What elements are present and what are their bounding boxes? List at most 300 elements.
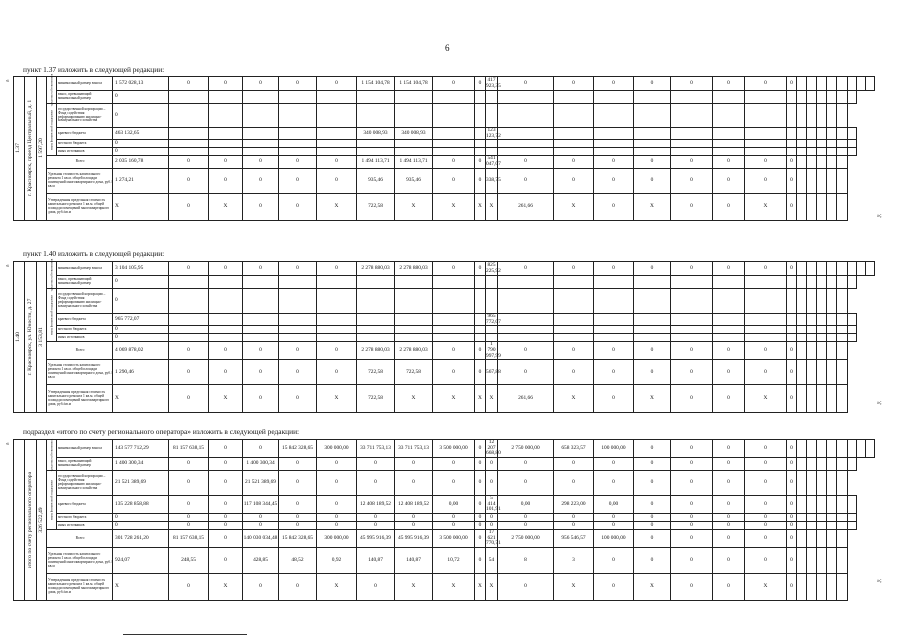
value-cell: [475, 148, 486, 156]
value-cell: 0: [554, 168, 594, 193]
value-cell: 0: [594, 471, 634, 496]
value-cell: [486, 140, 498, 148]
support-group-label: меры финансовой поддержки: [48, 109, 53, 150]
spacer-cell: [817, 91, 827, 104]
value-cell: [486, 91, 498, 104]
value-cell: [433, 104, 475, 128]
value-cell: 935,46: [395, 168, 433, 193]
spacer-cell: [817, 471, 827, 496]
value-cell: [279, 140, 317, 148]
spacer-cell: [797, 458, 807, 471]
spacer-cell: [837, 77, 848, 91]
spacer-cell: [827, 522, 837, 530]
spacer-cell: [848, 514, 857, 522]
value-cell: 0: [787, 385, 797, 413]
spacer-cell: [848, 128, 857, 140]
value-cell: 0: [787, 458, 797, 471]
value-cell: 0: [745, 458, 787, 471]
value-cell: [745, 289, 787, 314]
value-cell: X: [433, 385, 475, 413]
spacer-cell: [827, 334, 837, 342]
value-cell: 0: [713, 342, 745, 360]
spacer-cell: [807, 471, 817, 496]
value-cell: 0: [317, 522, 357, 530]
spacer-cell: [797, 514, 807, 522]
spacer-cell: [817, 440, 827, 458]
value-cell: [209, 326, 243, 334]
value-cell: [486, 326, 498, 334]
value-cell: X: [395, 385, 433, 413]
value-cell: 0: [243, 156, 279, 168]
value-cell: 48,52: [279, 548, 317, 574]
row-label: государственной корпорации – Фонд содействия реформированию жилищно-коммунального хозяйства: [57, 471, 113, 496]
row-label: местного бюджета: [57, 140, 113, 148]
value-cell: 3 500 000,00: [433, 440, 475, 458]
value-cell: [169, 148, 209, 156]
value-cell: [745, 334, 787, 342]
value-cell: 956 546,57: [554, 530, 594, 548]
spacer-cell: [827, 514, 837, 522]
row-label: минимальный размер взноса: [57, 440, 113, 458]
value-cell: 0: [713, 262, 745, 276]
value-cell: X: [486, 385, 498, 413]
row-label: государственной корпорации – Фонд содействия реформированию жилищно-коммунального хозяйства: [57, 104, 113, 128]
value-cell: [317, 314, 357, 326]
owners-group-cell: [47, 258, 57, 292]
page-number: 6: [445, 43, 450, 53]
spacer-cell: [817, 140, 827, 148]
value-cell: X: [745, 574, 787, 601]
value-cell: [787, 148, 797, 156]
row-label: взнос, превышающий минимальный размер: [57, 91, 113, 104]
value-cell: 0: [243, 77, 279, 91]
value-cell: [634, 91, 671, 104]
value-cell: 722,58: [357, 193, 395, 220]
value-cell: [671, 104, 713, 128]
value-cell: [395, 334, 433, 342]
spacer-cell: [827, 574, 837, 601]
spacer-cell: [807, 148, 817, 156]
value-cell: 340 008,93: [395, 128, 433, 140]
value-cell: 0: [498, 574, 554, 601]
value-cell: 0: [745, 168, 787, 193]
item-number: 1.40: [15, 332, 22, 343]
owners-group-label: средства собственников: [48, 258, 53, 292]
spacer-cell: [837, 104, 848, 128]
value-cell: 0: [169, 574, 209, 601]
value-cell: 0: [594, 458, 634, 471]
value-cell: 0: [209, 342, 243, 360]
table-row: [14, 156, 875, 168]
spacer-cell: [837, 276, 848, 289]
value-cell: [634, 334, 671, 342]
spacer-cell: [848, 496, 857, 514]
value-cell: 0: [169, 342, 209, 360]
spacer-cell: [807, 276, 817, 289]
value-cell: X: [395, 193, 433, 220]
value-cell: [209, 128, 243, 140]
row-label: Всего: [47, 156, 113, 168]
value-cell: X: [113, 574, 169, 601]
value-cell: 0: [713, 496, 745, 514]
spacer-cell: [827, 104, 837, 128]
value-cell: 0: [243, 514, 279, 522]
value-cell: [209, 289, 243, 314]
item-number-cell: [14, 262, 25, 413]
support-group-cell: [47, 289, 57, 342]
open-quote: «: [6, 441, 9, 447]
value-cell: [357, 140, 395, 148]
value-cell: 0: [169, 360, 209, 385]
row-label: иных источников: [57, 334, 113, 342]
value-cell: 140 030 034,48: [243, 530, 279, 548]
value-cell: 0: [554, 262, 594, 276]
table-row: [14, 440, 875, 458]
value-cell: 0: [671, 77, 713, 91]
value-cell: [634, 276, 671, 289]
value-cell: [634, 314, 671, 326]
value-cell: 0: [498, 156, 554, 168]
value-cell: [395, 314, 433, 326]
value-cell: [594, 326, 634, 334]
value-cell: 0: [787, 530, 797, 548]
value-cell: 0: [475, 548, 486, 574]
value-cell: 0: [433, 458, 475, 471]
spacer-cell: [797, 440, 807, 458]
value-cell: [671, 276, 713, 289]
value-cell: [713, 91, 745, 104]
value-cell: 0: [357, 458, 395, 471]
row-label: местного бюджета: [57, 514, 113, 522]
value-cell: 0: [113, 140, 169, 148]
value-cell: 0: [671, 360, 713, 385]
support-group-label: меры финансовой поддержки: [48, 479, 53, 521]
value-cell: [433, 148, 475, 156]
value-cell: 0: [279, 522, 317, 530]
table-row: [14, 104, 875, 128]
row-label: взнос, превышающий минимальный размер: [57, 276, 113, 289]
spacer-cell: [817, 574, 827, 601]
value-cell: [713, 148, 745, 156]
spacer-cell: [797, 360, 807, 385]
value-cell: 2 278 880,03: [395, 342, 433, 360]
spacer-cell: [837, 530, 848, 548]
spacer-cell: [848, 314, 857, 326]
value-cell: 1 572 028,13: [113, 77, 169, 91]
value-cell: 0: [594, 522, 634, 530]
value-cell: 0: [279, 496, 317, 514]
value-cell: X: [317, 574, 357, 601]
value-cell: 15 842 328,65: [279, 530, 317, 548]
value-cell: 0: [243, 522, 279, 530]
value-cell: 0: [279, 360, 317, 385]
table-row: [14, 458, 875, 471]
row-label: Удельная стоимость капитального ремонта 1 кв.м. общей площади помещений многоквартирного дома, руб./кв.м: [47, 168, 113, 193]
value-cell: [475, 289, 486, 314]
value-cell: 0: [787, 514, 797, 522]
value-cell: 0: [279, 385, 317, 413]
value-cell: [498, 148, 554, 156]
value-cell: 0: [169, 77, 209, 91]
table-row: [14, 91, 875, 104]
spacer-cell: [797, 128, 807, 140]
value-cell: [787, 91, 797, 104]
value-cell: [594, 334, 634, 342]
value-cell: 0: [634, 458, 671, 471]
value-cell: [279, 276, 317, 289]
value-cell: [279, 148, 317, 156]
spacer-cell: [837, 496, 848, 514]
spacer-cell: [817, 548, 827, 574]
value-cell: 0: [634, 360, 671, 385]
value-cell: 0: [169, 385, 209, 413]
value-cell: [594, 289, 634, 314]
value-cell: [671, 289, 713, 314]
spacer-cell: [857, 440, 866, 458]
value-cell: 0: [634, 262, 671, 276]
value-cell: 0: [113, 276, 169, 289]
value-cell: 3 104 105,95: [113, 262, 169, 276]
value-cell: 0: [279, 458, 317, 471]
value-cell: 0: [554, 342, 594, 360]
value-cell: [209, 334, 243, 342]
table-row: [14, 471, 875, 496]
area-value: 326 522,49: [37, 507, 44, 533]
spacer-cell: [837, 168, 848, 193]
spacer-cell: [827, 458, 837, 471]
value-cell: [745, 148, 787, 156]
value-cell: 0: [279, 262, 317, 276]
value-cell: [243, 104, 279, 128]
value-cell: 0: [475, 471, 486, 496]
value-cell: 0: [498, 77, 554, 91]
spacer-cell: [857, 262, 866, 276]
value-cell: 0: [433, 471, 475, 496]
value-cell: 0: [671, 440, 713, 458]
value-cell: X: [475, 385, 486, 413]
value-cell: 1 400 300,34: [113, 458, 169, 471]
value-cell: 0: [433, 514, 475, 522]
value-cell: 825 225,92: [486, 261, 501, 274]
section-heading: пункт 1.37 изложить в следующей редакции:: [23, 65, 165, 74]
value-cell: 0: [475, 360, 486, 385]
value-cell: 0: [357, 471, 395, 496]
spacer-cell: [797, 548, 807, 574]
value-cell: [634, 128, 671, 140]
spacer-cell: [817, 262, 827, 276]
area-value-cell: [37, 262, 47, 413]
value-cell: 0: [634, 342, 671, 360]
spacer-cell: [797, 342, 807, 360]
value-cell: [713, 276, 745, 289]
value-cell: 0: [317, 514, 357, 522]
value-cell: 0: [169, 458, 209, 471]
value-cell: 0: [209, 458, 243, 471]
table-row: [14, 342, 875, 360]
value-cell: [243, 128, 279, 140]
value-cell: 2 278 880,03: [357, 342, 395, 360]
value-cell: 541 047,07: [486, 155, 501, 168]
value-cell: [475, 91, 486, 104]
value-cell: 0: [209, 548, 243, 574]
repair-table-block: [13, 73, 875, 221]
value-cell: 0: [475, 77, 486, 91]
spacer-cell: [837, 91, 848, 104]
spacer-cell: [797, 104, 807, 128]
value-cell: [395, 326, 433, 334]
value-cell: [243, 334, 279, 342]
value-cell: [279, 334, 317, 342]
support-group-cell: [47, 471, 57, 530]
value-cell: 0: [671, 496, 713, 514]
value-cell: 0: [713, 77, 745, 91]
value-cell: 45 995 916,39: [357, 530, 395, 548]
table-row: [14, 514, 875, 522]
table-row: [14, 360, 875, 385]
value-cell: [671, 91, 713, 104]
value-cell: 0: [554, 522, 594, 530]
spacer-cell: [807, 262, 817, 276]
value-cell: 0: [787, 77, 797, 91]
value-cell: 0: [279, 168, 317, 193]
value-cell: [317, 334, 357, 342]
spacer-cell: [807, 385, 817, 413]
value-cell: X: [395, 574, 433, 601]
value-cell: 0: [357, 522, 395, 530]
value-cell: [395, 104, 433, 128]
close-quote: »;: [877, 213, 882, 219]
value-cell: 123 123,72: [486, 127, 501, 139]
table-row: [14, 574, 875, 601]
value-cell: [317, 276, 357, 289]
table-row: [14, 140, 875, 148]
spacer-cell: [797, 156, 807, 168]
value-cell: X: [317, 385, 357, 413]
value-cell: [433, 289, 475, 314]
table-row: [14, 334, 875, 342]
value-cell: [745, 104, 787, 128]
value-cell: 338,75: [486, 168, 498, 193]
value-cell: 0: [475, 262, 486, 276]
table-row: [14, 385, 875, 413]
value-cell: 0: [554, 156, 594, 168]
value-cell: [554, 91, 594, 104]
value-cell: 0: [113, 514, 169, 522]
value-cell: 0: [169, 496, 209, 514]
row-label: местного бюджета: [57, 326, 113, 334]
spacer-cell: [827, 148, 837, 156]
value-cell: [209, 314, 243, 326]
value-cell: 935,46: [357, 168, 395, 193]
spacer-cell: [827, 289, 837, 314]
spacer-cell: [807, 440, 817, 458]
value-cell: [594, 140, 634, 148]
spacer-cell: [817, 104, 827, 128]
spacer-cell: [827, 77, 837, 91]
value-cell: 0: [169, 262, 209, 276]
value-cell: X: [433, 193, 475, 220]
value-cell: 0: [498, 514, 554, 522]
value-cell: [243, 91, 279, 104]
value-cell: [433, 128, 475, 140]
spacer-cell: [797, 168, 807, 193]
value-cell: 17 621 770,71: [486, 529, 501, 547]
value-cell: 143 577 712,29: [113, 440, 169, 458]
value-cell: 3: [554, 548, 594, 574]
value-cell: 0: [671, 574, 713, 601]
spacer-cell: [848, 326, 857, 334]
spacer-cell: [817, 522, 827, 530]
value-cell: 0: [713, 168, 745, 193]
value-cell: [243, 314, 279, 326]
value-cell: 0: [209, 530, 243, 548]
value-cell: 0: [113, 148, 169, 156]
value-cell: [745, 314, 787, 326]
spacer-cell: [817, 385, 827, 413]
row-label: Утвержденная предельная стоимость капитального ремонта 1 кв.м. общей площади помещений многоквартирного дома, руб./кв.м: [47, 193, 113, 220]
value-cell: X: [113, 193, 169, 220]
value-cell: 0: [713, 440, 745, 458]
spacer-cell: [807, 156, 817, 168]
spacer-cell: [817, 326, 827, 334]
value-cell: [317, 140, 357, 148]
value-cell: 0: [713, 514, 745, 522]
table-row: [14, 128, 875, 140]
value-cell: [671, 140, 713, 148]
spacer-cell: [817, 342, 827, 360]
value-cell: 0: [634, 548, 671, 574]
spacer-cell: [797, 262, 807, 276]
value-cell: 0: [671, 342, 713, 360]
value-cell: 0: [594, 360, 634, 385]
value-cell: [395, 91, 433, 104]
value-cell: [475, 334, 486, 342]
spacer-cell: [807, 168, 817, 193]
spacer-cell: [827, 262, 837, 276]
value-cell: [671, 128, 713, 140]
value-cell: 0: [554, 514, 594, 522]
value-cell: 0: [209, 360, 243, 385]
value-cell: 12 408 189,52: [357, 496, 395, 514]
spacer-cell: [827, 326, 837, 334]
spacer-cell: [827, 128, 837, 140]
value-cell: 0: [671, 385, 713, 413]
footnote-rule: [123, 634, 247, 635]
spacer-cell: [837, 458, 848, 471]
spacer-cell: [848, 522, 857, 530]
value-cell: [357, 326, 395, 334]
spacer-cell: [817, 289, 827, 314]
value-cell: 0,00: [498, 496, 554, 514]
value-cell: 261,66: [498, 385, 554, 413]
table-row: [14, 289, 875, 314]
value-cell: 0: [745, 522, 787, 530]
value-cell: 0: [209, 514, 243, 522]
value-cell: 567,88: [486, 360, 498, 385]
open-quote: «: [6, 78, 9, 84]
value-cell: 0: [357, 574, 395, 601]
value-cell: 0: [317, 471, 357, 496]
row-label: минимальный размер взноса: [57, 77, 113, 91]
value-cell: [475, 314, 486, 326]
value-cell: 0: [787, 193, 797, 220]
value-cell: 0: [787, 548, 797, 574]
spacer-cell: [827, 496, 837, 514]
value-cell: [357, 91, 395, 104]
value-cell: 0: [498, 458, 554, 471]
value-cell: 965 772,07: [113, 314, 169, 326]
repair-table: [13, 439, 875, 601]
